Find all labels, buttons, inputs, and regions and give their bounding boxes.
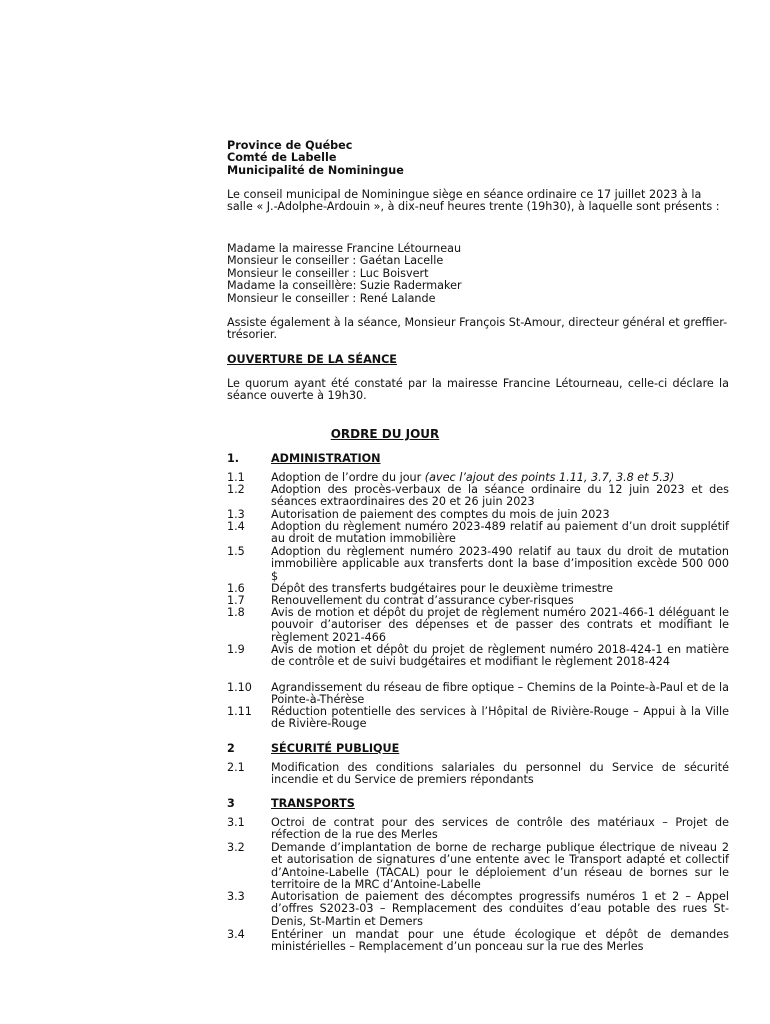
ouverture-heading: OUVERTURE DE LA SÉANCE: [227, 353, 397, 366]
agenda-item: Adoption du règlement numéro 2023-489 relatif au paiement d’un droit supplétif au droit de mutation immobilière: [271, 520, 729, 546]
section-title: ADMINISTRATION: [271, 452, 381, 465]
agenda-item: Avis de motion et dépôt du projet de règlement numéro 2021-466-1 déléguant le pouvoir d’autoriser des dépenses et de passer des contrats et modifiant le règlement 2021-466: [271, 606, 729, 644]
comte-line: Comté de Labelle: [227, 151, 337, 165]
item-number: 3.3: [227, 890, 245, 903]
item-number: 1.3: [227, 508, 245, 521]
agenda-item: Agrandissement du réseau de fibre optique – Chemins de la Pointe-à-Paul et de la Pointe-à-Thérèse: [271, 681, 729, 707]
item-number: 1.7: [227, 594, 245, 607]
section-number: 1.: [227, 452, 240, 465]
item-text: Adoption de l’ordre du jour: [271, 471, 422, 484]
item-number: 3.2: [227, 841, 245, 854]
section-title: SÉCURITÉ PUBLIQUE: [271, 742, 400, 755]
agenda-item: Octroi de contrat pour des services de contrôle des matériaux – Projet de réfection de la rue des Merles: [271, 816, 729, 842]
item-number: 1.11: [227, 705, 252, 718]
section-number: 2: [227, 742, 235, 755]
agenda-item: Dépôt des transferts budgétaires pour le deuxième trimestre: [271, 582, 614, 595]
agenda-item: Avis de motion et dépôt du projet de règlement numéro 2018-424-1 en matière de contrôle et de suivi budgétaires et modifiant le règlement 2018-424: [271, 643, 729, 669]
header-block: [227, 140, 729, 177]
item-number: 1.9: [227, 643, 245, 656]
section-title: TRANSPORTS: [271, 797, 355, 810]
present-mairesse: Madame la mairesse Francine Létourneau: [227, 242, 462, 255]
presents-list: [227, 243, 729, 305]
agenda-item: Demande d’implantation de borne de recharge publique électrique de niveau 2 et autorisation de signatures d’une entente avec le Transport adapté et collectif d’Antoine-Labelle (TACAL) pour le déploiement d’un réseau de bornes sur le territoire de la MRC d’Antoine-Labelle: [271, 841, 729, 892]
item-number: 1.5: [227, 545, 245, 558]
intro-paragraph: Le conseil municipal de Nominingue siège en séance ordinaire ce 17 juillet 2023 à la salle « J.-Adolphe-Ardouin », à dix-neuf heures trente (19h30), à laquelle sont présents :: [227, 188, 720, 214]
agenda-item: Adoption des procès-verbaux de la séance ordinaire du 12 juin 2023 et des séances extraordinaires des 20 et 26 juin 2023: [271, 483, 729, 509]
section-number: 3: [227, 797, 235, 810]
agenda-item: Autorisation de paiement des décomptes progressifs numéros 1 et 2 – Appel d’offres S2023-03 – Remplacement des conduites d’eau potable des rues St-Denis, St-Martin et Demers: [271, 890, 729, 928]
agenda-item: Entériner un mandat pour une étude écologique et dépôt de demandes ministérielles – Remplacement d’un ponceau sur la rue des Merles: [271, 928, 729, 954]
item-number: 1.4: [227, 520, 245, 533]
present-conseiller-2: Monsieur le conseiller : Luc Boisvert: [227, 266, 429, 280]
item-number: 3.1: [227, 816, 245, 829]
present-conseillere: Madame la conseillère: Suzie Radermaker: [227, 279, 462, 293]
province-line: Province de Québec: [227, 139, 353, 152]
ouverture-text: Le quorum ayant été constaté par la mairesse Francine Létourneau, celle-ci déclare la séance ouverte à 19h30.: [227, 377, 729, 403]
municipalite-line: Municipalité de Nominingue: [227, 163, 404, 177]
agenda-item: Autorisation de paiement des comptes du mois de juin 2023: [271, 508, 610, 521]
item-number: 1.2: [227, 483, 245, 496]
item-number: 1.1: [227, 471, 245, 484]
item-number: 1.6: [227, 582, 245, 595]
agenda-item: Renouvellement du contrat d’assurance cyber-risques: [271, 594, 574, 607]
ordre-du-jour-title: ORDRE DU JOUR: [330, 427, 440, 441]
assiste-paragraph: Assiste également à la séance, Monsieur François St-Amour, directeur général et greffier-trésorier.: [227, 316, 728, 342]
item-number: 2.1: [227, 761, 245, 774]
item-number: 1.8: [227, 606, 245, 619]
agenda-item: Réduction potentielle des services à l’Hôpital de Rivière-Rouge – Appui à la Ville de Rivière-Rouge: [271, 705, 729, 731]
agenda-item: Modification des conditions salariales du personnel du Service de sécurité incendie et du Service de premiers répondants: [271, 761, 729, 787]
agenda-item: Adoption du règlement numéro 2023-490 relatif au taux du droit de mutation immobilière applicable aux transferts dont la base d’imposition excède 500 000 $: [271, 545, 729, 583]
present-conseiller-3: Monsieur le conseiller : René Lalande: [227, 291, 436, 305]
item-number: 1.10: [227, 681, 252, 694]
present-conseiller-1: Monsieur le conseiller : Gaétan Lacelle: [227, 254, 444, 268]
item-number: 3.4: [227, 928, 245, 941]
item-note: (avec l’ajout des points 1.11, 3.7, 3.8 et 5.3): [424, 471, 675, 484]
